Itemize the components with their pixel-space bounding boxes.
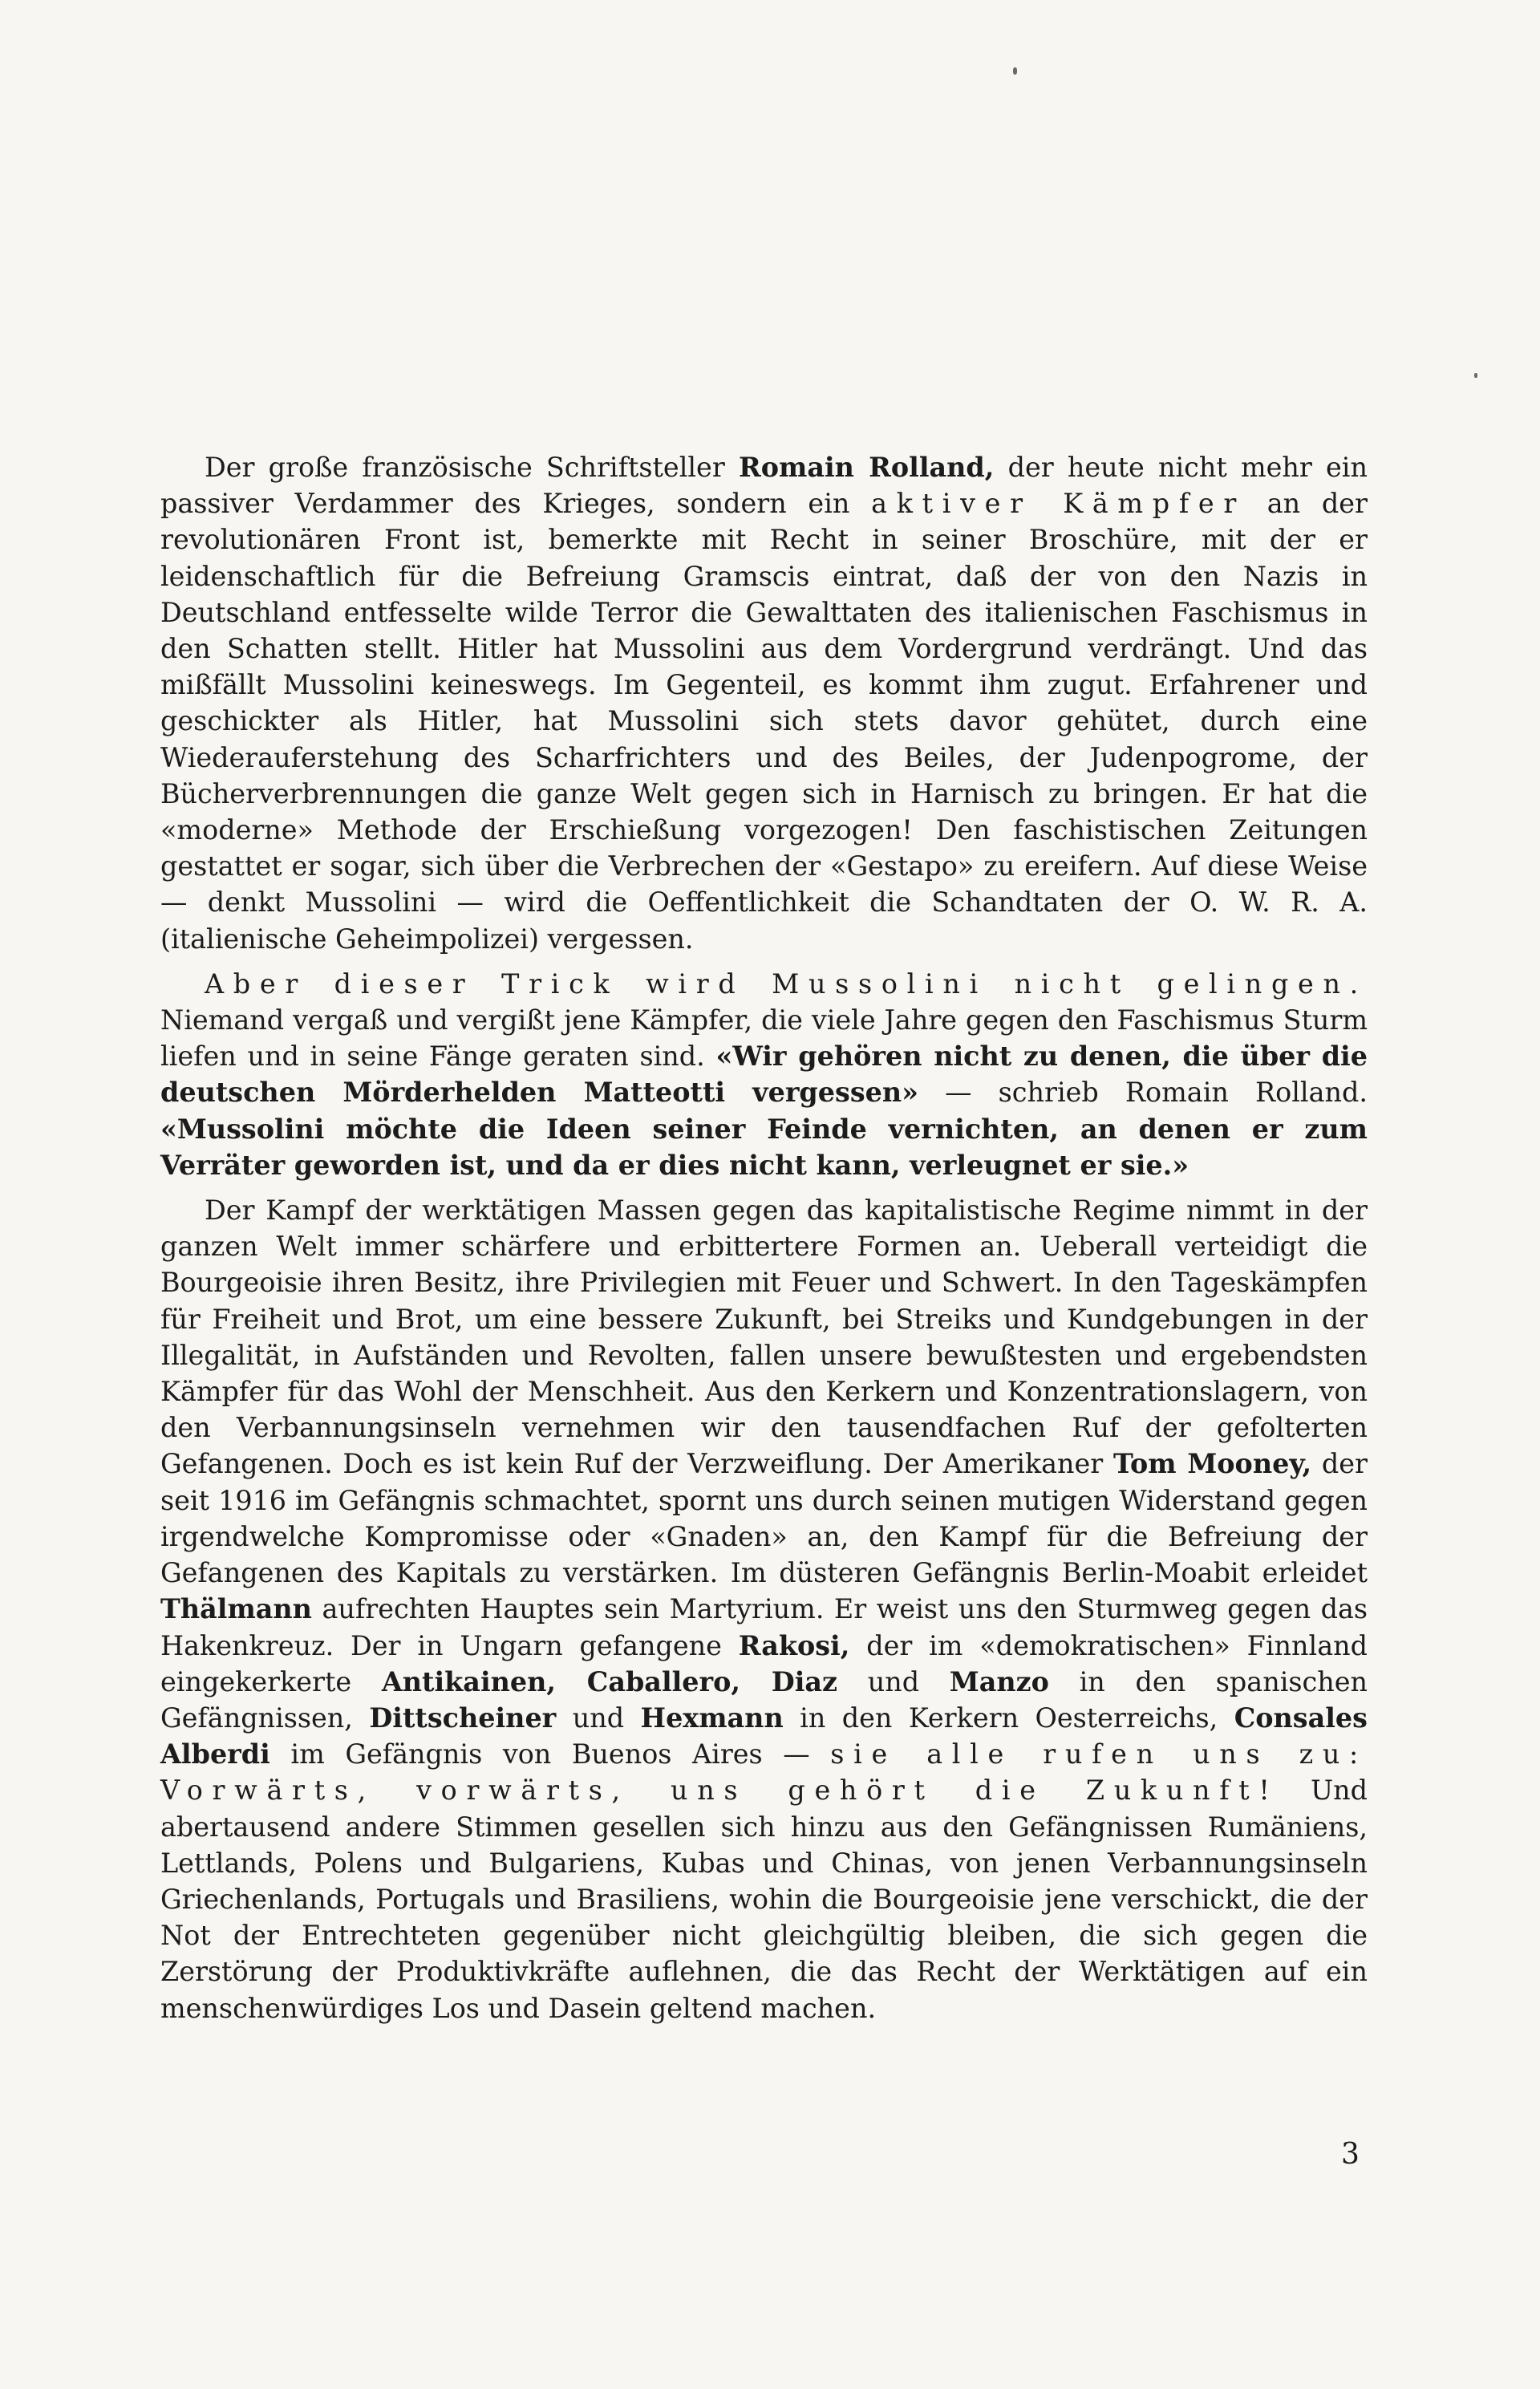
- page-number: 3: [1341, 2138, 1360, 2171]
- scan-speck: [1474, 373, 1477, 378]
- emphasis-vorwaerts: sie alle rufen uns zu: Vorwärts, vorwärts, uns gehört die Zukunft!: [160, 1738, 1368, 1807]
- text-span: der im «demokratischen» Finnland eingekerkerte: [160, 1629, 1368, 1697]
- paragraph-trick: [160, 966, 1368, 1183]
- text-span: aufrechten Hauptes sein Martyrium. Er weist uns den Sturmweg gegen das Hakenkreuz. Der in Ungarn gefangene: [160, 1593, 1368, 1661]
- name-rakosi: Rakosi,: [738, 1629, 850, 1661]
- text-span: in den Kerkern Oesterreichs,: [783, 1702, 1234, 1734]
- quote-mussolini: «Mussolini möchte die Ideen seiner Feinde vernichten, an denen er zum Verräter geworden ist, und da er dies nicht kann, verleugnet er sie.»: [160, 1113, 1368, 1181]
- text-span: — schrieb Romain Rolland.: [918, 1077, 1368, 1109]
- scan-speck: [1013, 67, 1017, 75]
- text-span: in den spanischen Gefängnissen,: [160, 1665, 1368, 1734]
- name-manzo: Manzo: [949, 1665, 1049, 1697]
- names-antikainen-caballero-diaz: Antikainen, Caballero, Diaz: [381, 1665, 837, 1697]
- name-romain-rolland: Romain Rolland,: [738, 452, 995, 483]
- text-span: Und abertausend andere Stimmen gesellen sich hinzu aus den Gefängnissen Rumäniens, Lettlands, Polens und Bulgariens, Kubas und Chinas, von jenen Verbannungsinseln Griechenlands, Portugals und Brasiliens, wohin die Bourgeoisie jene verschickt, die der Not der Entrechteten gegenüber nicht gleichgültig bleiben, die sich gegen die Zerstörung der Produktivkräfte auflehnen, die das Recht der Werktätigen auf ein menschenwürdiges Los und Dasein geltend machen.: [160, 1775, 1368, 2024]
- paragraph-rolland-intro: [160, 449, 1368, 957]
- text-span: der seit 1916 im Gefängnis schmachtet, spornt uns durch seinen mutigen Widerstand gegen irgendwelche Kompromisse oder «Gnaden» an, den Kampf für die Befreiung der Gefangenen des Kapitals zu verstärken. Im düsteren Gefängnis Berlin-Moabit erleidet: [160, 1448, 1368, 1589]
- name-thaelmann: Thälmann: [160, 1593, 312, 1625]
- text-span: Der Kampf der werktätigen Massen gegen das kapitalistische Regime nimmt in der ganzen Welt immer schärfere und erbittertere Formen an. Ueberall verteidigt die Bourgeoisie ihren Besitz, ihre Privilegien mit Feuer und Schwert. In den Tageskämpfen für Freiheit und Brot, um eine bessere Zukunft, bei Streiks und Kundgebungen in der Illegalität, in Aufständen und Revolten, fallen unsere bewußtesten und ergebendsten Kämpfer für das Wohl der Menschheit. Aus den Kerkern und Konzentrationslagern, von den Verbannungsinseln vernehmen wir den tausendfachen Ruf der gefolterten Gefangenen. Doch es ist kein Ruf der Verzweiflung. Der Amerikaner: [160, 1194, 1368, 1480]
- name-dittscheiner: Dittscheiner: [369, 1702, 557, 1734]
- paragraph-struggle: [160, 1192, 1368, 2026]
- text-span: und: [556, 1702, 641, 1734]
- emphasis-trick: Aber dieser Trick wird Mussolini nicht gelingen.: [205, 967, 1368, 1000]
- text-span: Der große französische Schriftsteller: [205, 452, 739, 483]
- text-span: im Gefängnis von Buenos Aires —: [270, 1738, 831, 1770]
- quote-matteotti: «Wir gehören nicht zu denen, die über die deutschen Mörderhelden Matteotti vergessen»: [160, 1040, 1368, 1109]
- name-tom-mooney: Tom Mooney,: [1112, 1448, 1312, 1480]
- emphasis-aktiver-kaempfer: aktiver Kämpfer: [871, 488, 1246, 520]
- text-span: an der revolutionären Front ist, bemerkte mit Recht in seiner Broschüre, mit der er leidenschaftlich für die Befreiung Gramscis eintrat, daß der von den Nazis in Deutschland entfesselte wilde Terror die Gewalttaten des italienischen Faschismus in den Schatten stellt. Hitler hat Mussolini aus dem Vordergrund verdrängt. Und das mißfällt Mussolini keineswegs. Im Gegenteil, es kommt ihm zugut. Erfahrener und geschickter als Hitler, hat Mussolini sich stets davor gehütet, durch eine Wiederauferstehung des Scharfrichters und des Beiles, der Judenpogrome, der Bücherverbrennungen die ganze Welt gegen sich in Harnisch zu bringen. Er hat die «moderne» Methode der Erschießung vorgezogen! Den faschistischen Zeitungen gestattet er sogar, sich über die Verbrechen der «Gestapo» zu ereifern. Auf diese Weise — denkt Mussolini — wird die Oeffentlichkeit die Schandtaten der O. W. R. A. (italienische Geheimpolizei) vergessen.: [160, 488, 1368, 955]
- name-hexmann: Hexmann: [640, 1702, 784, 1734]
- text-span: und: [837, 1665, 950, 1697]
- text-span: Niemand vergaß und vergißt jene Kämpfer, die viele Jahre gegen den Faschismus Sturm liefen und in seine Fänge geraten sind.: [160, 1004, 1368, 1073]
- text-span: der heute nicht mehr ein passiver Verdammer des Krieges, sondern ein: [160, 452, 1368, 520]
- page-body: [160, 449, 1368, 2026]
- name-consales-alberdi: Consales Alberdi: [160, 1702, 1368, 1770]
